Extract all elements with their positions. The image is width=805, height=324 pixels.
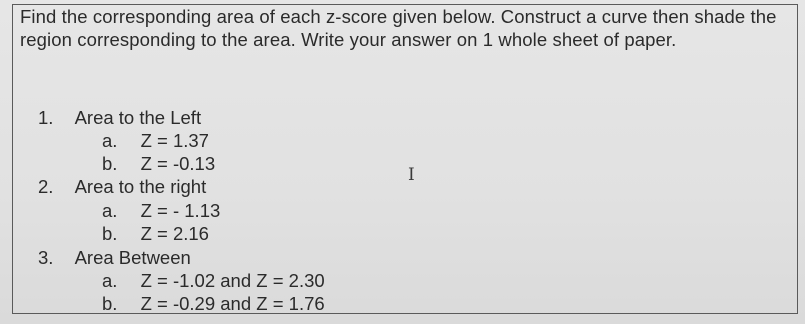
sub-item-text: Z = -0.13 (140, 153, 216, 174)
sub-item-text: Z = - 1.13 (140, 200, 221, 221)
sub-item-letter: a. (102, 130, 118, 151)
sub-item-text: Z = 2.16 (140, 223, 209, 244)
sub-item-1b (102, 153, 215, 175)
sub-item-letter: b. (102, 153, 118, 174)
sub-item-text: Z = -1.02 and Z = 2.30 (140, 270, 325, 291)
instructions-text: Find the corresponding area of each z-score given below. Construct a curve then shade the region corresponding to the area. Write your answer on 1 whole sheet of paper. (20, 6, 777, 50)
item-number: 1. (38, 107, 54, 128)
sub-item-text: Z = 1.37 (140, 130, 209, 151)
sub-item-letter: a. (102, 200, 118, 221)
item-number: 2. (38, 176, 54, 197)
item-title: Area to the Left (74, 107, 202, 128)
sub-item-text: Z = -0.29 and Z = 1.76 (140, 293, 325, 314)
sub-item-2b (102, 223, 209, 245)
list-item-3 (38, 247, 191, 269)
sub-item-1a (102, 130, 209, 152)
sub-item-letter: b. (102, 223, 118, 244)
text-cursor-icon: I (408, 165, 415, 185)
list-item-2 (38, 176, 206, 198)
sub-item-2a (102, 200, 220, 222)
item-title: Area to the right (74, 176, 207, 197)
list-item-1 (38, 107, 201, 129)
item-title: Area Between (74, 247, 191, 268)
sub-item-3a (102, 270, 325, 292)
sub-item-3b (102, 293, 325, 315)
sub-item-letter: a. (102, 270, 118, 291)
item-number: 3. (38, 247, 54, 268)
sub-item-letter: b. (102, 293, 118, 314)
